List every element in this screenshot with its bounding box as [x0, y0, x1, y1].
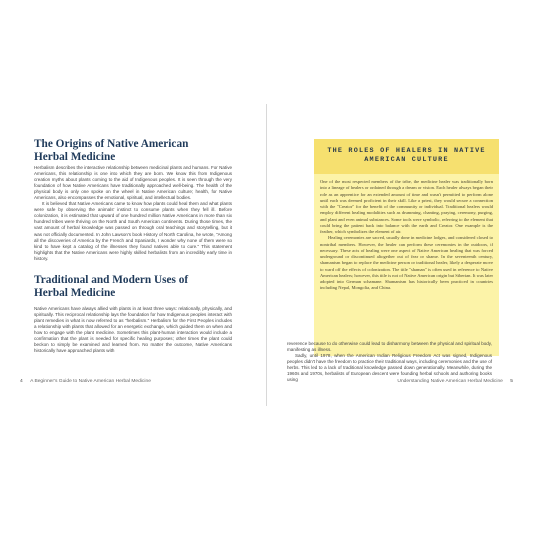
section-uses-body — [34, 306, 232, 354]
running-footer: Understanding Native American Herbal Medicine — [397, 379, 503, 384]
right-footer — [397, 379, 513, 384]
right-page-body — [287, 341, 492, 383]
paragraph: Sadly, until 1978, when the American Indian Religious Freedom Act was signed, Indigenous peoples didn't have the freedom to practice their traditional ways, including ceremonies and the use of herbs. This led to a lack of traditional knowledge passed down generationally. Meanwhile, during the 1960s and 1970s, herbalists of European descent were founding herbal schools and authoring books using — [287, 353, 492, 383]
sidebar-body — [320, 179, 493, 292]
right-page — [267, 104, 533, 406]
left-footer — [20, 379, 151, 384]
sidebar-box — [314, 139, 499, 356]
running-footer: A Beginner's Guide to Native American Herbal Medicine — [30, 379, 151, 384]
section-origins-body — [34, 165, 232, 262]
left-page — [0, 104, 267, 406]
heading-origins: The Origins of Native American Herbal Medicine — [34, 138, 189, 163]
paragraph: One of the most respected members of the tribe, the medicine healer was traditionally born into a lineage of healers or ordained through a dream or vision. Each healer always began their role as an apprentice for an extended amount of time and wasn't permitted to perform alone until each was deemed proficient in their skill. Like a priest, they would secure a connection with the "Creator" for the benefit of the community or individual. Traditional healers would employ different healing modalities such as drumming, chanting, praying, ceremony, purging, and plant and even animal substances. Some tools were symbolic, referring to the element that could bring the patient back into balance with the earth and Creator. One example is the feather, which symbolizes the element of air. — [320, 179, 493, 234]
paragraph: reverence because to do otherwise could lead to disharmony between the physical and spiritual body, manifesting as illness. — [287, 341, 492, 353]
sidebar-banner — [314, 139, 499, 174]
sidebar-title: THE ROLES OF HEALERS IN NATIVE AMERICAN CULTURE — [327, 147, 486, 164]
paragraph: It is believed that Native Americans came to know how plants could heal them and what plants were safe by observing the animals' instinct to consume plants when they fell ill. Before colonization, it is estimated that upward of one hundred million Native Americans in more than six hundred tribes were thriving on the North and South American continents. During those times, the vast amount of herbal knowledge was passed on through oral teachings and storytelling, but it was not officially documented. In John Lawson's book History of North Carolina, he wrote, "Among all the discoveries of America by the French and Spaniards, I wonder why none of them were so kind to have kept a catalog of the illnesses they found natives able to cure." This statement highlights that the Native Americans were highly skilled herbalists from an incredibly early time in history. — [34, 201, 232, 261]
heading-traditional-modern: Traditional and Modern Uses of Herbal Medicine — [34, 274, 189, 299]
paragraph: Healing ceremonies are sacred, usually done in medicine lodges, and considered closed to nontribal members. However, the healer can perform these ceremonies in the outdoors, if necessary. These acts of healing were one aspect of Native American healing that was forced underground or discontinued altogether out of fear or shame. In the seventeenth century, shamanism began to replace the medicine person or traditional healer, likely a desperate move to ward off the effects of colonization. The title "shaman" is often used in reference to Native American healers; however, this title is not of Native American origin but Siberian. It was later adopted into German schamane. Shamanism has historically been practiced in countries including Nepal, Mongolia, and China. — [320, 235, 493, 291]
page-number: 5 — [510, 379, 513, 384]
paragraph: Herbalism describes the interactive relationship between medicinal plants and humans. For Native Americans, this relationship is one into which they are born. We know this from Indigenous creation myths about plants coming to the aid of Indigenous peoples. It is seen through the very foundation of how Native Americans have traditionally approached well-being. The health of the physical body is only one spoke on the wheel in Native American culture; health, for Native Americans, also encompasses the emotional, spiritual, and intellectual bodies. — [34, 165, 232, 201]
paragraph: Native Americans have always allied with plants in at least three ways: relationally, physically, and spiritually. This reciprocal relationship lays the foundation for how Indigenous peoples interact with plant remedies in what is now referred to as "herbalism." Herbalism for the First Peoples includes a relationship with plants that allowed for an energetic exchange, which guided them on when and how to engage with the plant medicine. Sometimes this plant-human interaction would include a confirmation that the plant is needed for specific healing purposes; other times the plant could beckon to simply be examined and learned from. No matter the outcome, Native Americans historically have approached plants with — [34, 306, 232, 354]
page-number: 4 — [20, 379, 23, 384]
